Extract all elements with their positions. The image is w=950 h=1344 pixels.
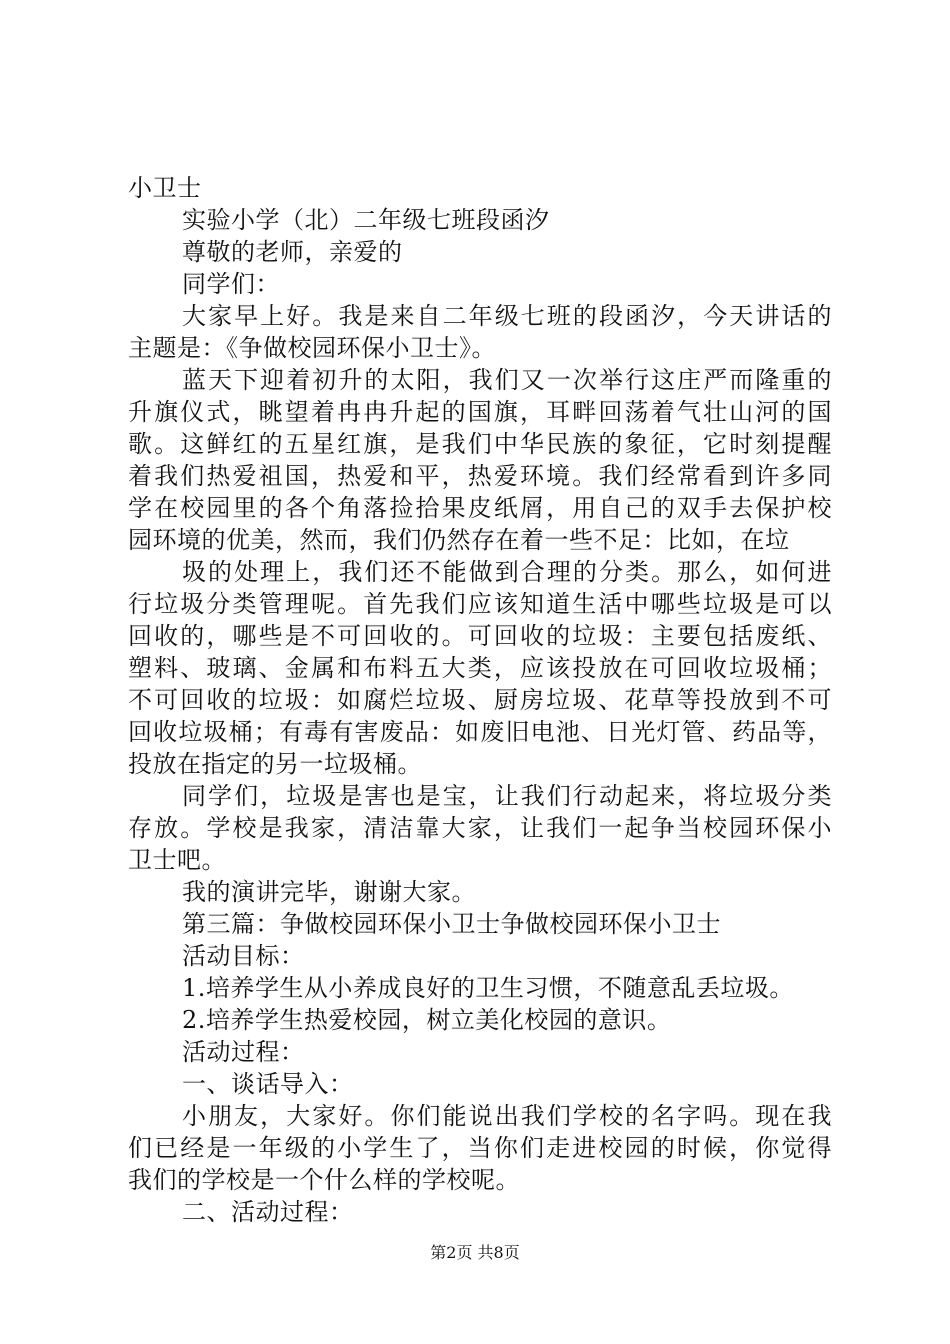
text-line: 1.培养学生从小养成良好的卫生习惯，不随意乱丢垃圾。: [182, 974, 794, 1002]
text-line: 尊敬的老师，亲爱的: [182, 238, 403, 266]
text-line: 不可回收的垃圾：如腐烂垃圾、厨房垃圾、花草等投放到不可: [128, 686, 832, 714]
text-line: 活动过程：: [182, 1038, 305, 1066]
text-line: 们已经是一年级的小学生了，当你们走进校园的时候，你觉得: [128, 1134, 832, 1162]
text-line: 我们的学校是一个什么样的学校呢。: [128, 1166, 520, 1194]
text-line: 歌。这鲜红的五星红旗，是我们中华民族的象征，它时刻提醒: [128, 430, 832, 458]
text-line: 一、谈话导入：: [182, 1070, 354, 1098]
text-line: 主题是：《争做校园环保小卫士》。: [128, 334, 496, 362]
text-line: 圾的处理上，我们还不能做到合理的分类。那么，如何进: [182, 558, 832, 586]
text-line: 活动目标：: [182, 942, 305, 970]
text-line: 学在校园里的各个角落捡拾果皮纸屑，用自己的双手去保护校: [128, 494, 832, 522]
text-line: 2.培养学生热爱校园，树立美化校园的意识。: [182, 1006, 672, 1034]
text-line: 同学们：: [182, 270, 280, 298]
text-line: 第三篇：争做校园环保小卫士争做校园环保小卫士: [182, 910, 721, 938]
text-line: 回收的，哪些是不可回收的。可回收的垃圾：主要包括废纸、: [128, 622, 832, 650]
text-line: 存放。学校是我家，清洁靠大家，让我们一起争当校园环保小: [128, 814, 832, 842]
text-line: 塑料、玻璃、金属和布料五大类，应该投放在可回收垃圾桶；: [128, 654, 832, 682]
text-line: 我的演讲完毕，谢谢大家。: [182, 878, 476, 906]
text-line: 小朋友，大家好。你们能说出我们学校的名字吗。现在我: [182, 1102, 832, 1130]
text-line: 园环境的优美，然而，我们仍然存在着一些不足：比如，在垃: [128, 526, 790, 554]
page-footer: 第2页 共8页: [430, 1243, 520, 1262]
document-body: [128, 172, 832, 1228]
text-line: 投放在指定的另一垃圾桶。: [128, 750, 422, 778]
text-line: 着我们热爱祖国，热爱和平，热爱环境。我们经常看到许多同: [128, 462, 832, 490]
text-line: 实验小学（北）二年级七班段函汐: [182, 206, 550, 234]
text-line: 二、活动过程：: [182, 1198, 354, 1226]
text-line: 升旗仪式，眺望着冉冉升起的国旗，耳畔回荡着气壮山河的国: [128, 398, 832, 426]
text-line: 同学们，垃圾是害也是宝，让我们行动起来，将垃圾分类: [182, 782, 832, 810]
text-line: 蓝天下迎着初升的太阳，我们又一次举行这庄严而隆重的: [182, 366, 832, 394]
text-line: 小卫士: [128, 174, 202, 202]
text-line: 大家早上好。我是来自二年级七班的段函汐，今天讲话的: [182, 302, 832, 330]
text-line: 回收垃圾桶；有毒有害废品：如废旧电池、日光灯管、药品等，: [128, 718, 832, 746]
text-line: 卫士吧。: [128, 846, 226, 874]
text-line: 行垃圾分类管理呢。首先我们应该知道生活中哪些垃圾是可以: [128, 590, 832, 618]
